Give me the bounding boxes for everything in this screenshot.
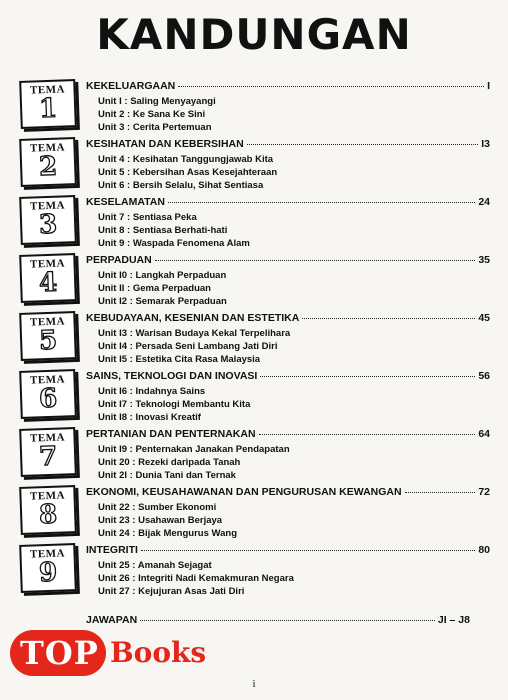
unit-list: [98, 153, 277, 192]
theme-badge-label: TEMA: [29, 373, 66, 387]
unit-item[interactable]: Unit I4 : Persada Seni Lambang Jati Diri: [98, 341, 278, 352]
theme-heading-row[interactable]: [86, 80, 490, 92]
theme-heading-row[interactable]: [86, 486, 490, 498]
unit-item[interactable]: Unit 8 : Sentiasa Berhati-hati: [98, 225, 228, 236]
theme-page-number: 80: [478, 544, 490, 556]
answers-row: [86, 614, 470, 626]
unit-item[interactable]: Unit 23 : Usahawan Berjaya: [98, 515, 223, 526]
theme-badge-label: TEMA: [29, 199, 66, 213]
unit-item[interactable]: Unit 20 : Rezeki daripada Tanah: [98, 457, 241, 468]
theme-badge-number: 2: [38, 151, 58, 183]
unit-item[interactable]: Unit 6 : Bersih Selalu, Sihat Sentiasa: [98, 180, 264, 191]
leader-dots: [260, 376, 475, 377]
theme-badge-number: 9: [38, 557, 58, 589]
theme-badge-label: TEMA: [29, 547, 66, 561]
theme-badge-number: 7: [38, 441, 58, 473]
theme-badge-number: 1: [38, 93, 58, 125]
theme-badge-label: TEMA: [29, 315, 66, 329]
unit-list: [98, 269, 227, 308]
theme-badge: [19, 369, 77, 419]
theme-title: SAINS, TEKNOLOGI DAN INOVASI: [86, 370, 258, 382]
theme-badge: [19, 195, 77, 245]
theme-badge: [19, 311, 77, 361]
leader-dots: [155, 260, 476, 261]
theme-title: KEBUDAYAAN, KESENIAN DAN ESTETIKA: [86, 312, 300, 324]
theme-badge-number: 5: [38, 325, 58, 357]
unit-list: [98, 559, 294, 598]
theme-badge-number: 8: [38, 499, 58, 531]
unit-item[interactable]: Unit 26 : Integriti Nadi Kemakmuran Negara: [98, 573, 294, 584]
unit-item[interactable]: Unit I2 : Semarak Perpaduan: [98, 296, 227, 307]
theme-badge-label: TEMA: [29, 489, 66, 503]
theme-title: KESIHATAN DAN KEBERSIHAN: [86, 138, 244, 150]
unit-item[interactable]: Unit I8 : Inovasi Kreatif: [98, 412, 201, 423]
unit-item[interactable]: Unit 2I : Dunia Tani dan Ternak: [98, 470, 236, 481]
unit-item[interactable]: Unit 3 : Cerita Pertemuan: [98, 122, 212, 133]
unit-item[interactable]: Unit I0 : Langkah Perpaduan: [98, 270, 227, 281]
unit-list: [98, 95, 216, 134]
theme-title: PERTANIAN DAN PENTERNAKAN: [86, 428, 256, 440]
logo-top-text: TOP: [20, 634, 99, 672]
theme-badge: [19, 79, 77, 129]
theme-badge-label: TEMA: [29, 141, 66, 155]
theme-badge: [19, 485, 77, 535]
theme-badge-number: 3: [38, 209, 58, 241]
unit-item[interactable]: Unit 7 : Sentiasa Peka: [98, 212, 197, 223]
theme-badge-number: 4: [38, 267, 58, 299]
unit-item[interactable]: Unit 2 : Ke Sana Ke Sini: [98, 109, 206, 120]
theme-title: PERPADUAN: [86, 254, 152, 266]
page-title: KANDUNGAN: [96, 10, 412, 59]
theme-badge-label: TEMA: [29, 83, 66, 97]
unit-item[interactable]: Unit 22 : Sumber Ekonomi: [98, 502, 217, 513]
unit-item[interactable]: Unit I9 : Penternakan Janakan Pendapatan: [98, 444, 290, 455]
unit-item[interactable]: Unit 25 : Amanah Sejagat: [98, 560, 212, 571]
leader-dots: [168, 202, 475, 203]
unit-item[interactable]: Unit I7 : Teknologi Membantu Kita: [98, 399, 251, 410]
unit-list: [98, 327, 290, 366]
leader-dots: [405, 492, 476, 493]
theme-badge: [19, 137, 77, 187]
unit-item[interactable]: Unit 24 : Bijak Mengurus Wang: [98, 528, 237, 539]
leader-dots: [302, 318, 475, 319]
theme-page-number: 45: [478, 312, 490, 324]
theme-title: EKONOMI, KEUSAHAWANAN DAN PENGURUSAN KEWANGAN: [86, 486, 402, 498]
theme-page-number: 72: [478, 486, 490, 498]
theme-title: INTEGRITI: [86, 544, 138, 556]
unit-item[interactable]: Unit I5 : Estetika Cita Rasa Malaysia: [98, 354, 261, 365]
unit-list: [98, 501, 237, 540]
theme-badge: [19, 253, 77, 303]
theme-badge: [19, 427, 77, 477]
unit-list: [98, 443, 290, 482]
theme-page-number: I3: [481, 138, 490, 150]
theme-page-number: 56: [478, 370, 490, 382]
theme-heading-row[interactable]: [86, 312, 490, 324]
theme-page-number: 64: [478, 428, 490, 440]
unit-item[interactable]: Unit I3 : Warisan Budaya Kekal Terpelihara: [98, 328, 291, 339]
unit-item[interactable]: Unit I : Saling Menyayangi: [98, 96, 216, 107]
theme-heading-row[interactable]: [86, 138, 490, 150]
theme-page-number: I: [487, 80, 490, 92]
theme-heading-row[interactable]: [86, 544, 490, 556]
unit-list: [98, 385, 250, 424]
unit-item[interactable]: Unit 9 : Waspada Fenomena Alam: [98, 238, 250, 249]
answers-title: JAWAPAN: [86, 614, 138, 626]
leader-dots: [140, 620, 435, 621]
leader-dots: [141, 550, 475, 551]
theme-heading-row[interactable]: [86, 196, 490, 208]
unit-item[interactable]: Unit 4 : Kesihatan Tanggungjawab Kita: [98, 154, 274, 165]
theme-badge-label: TEMA: [29, 431, 66, 445]
theme-title: KEKELUARGAAN: [86, 80, 176, 92]
unit-item[interactable]: Unit 27 : Kejujuran Asas Jati Diri: [98, 586, 245, 597]
answers-page: JI – J8: [437, 614, 470, 626]
leader-dots: [178, 86, 484, 87]
theme-heading-row[interactable]: [86, 254, 490, 266]
theme-badge-label: TEMA: [29, 257, 66, 271]
unit-item[interactable]: Unit I6 : Indahnya Sains: [98, 386, 206, 397]
theme-heading-row[interactable]: [86, 428, 490, 440]
topbooks-logo: [10, 630, 207, 676]
logo-books-text: Books: [110, 636, 207, 669]
unit-item[interactable]: Unit 5 : Kebersihan Asas Kesejahteraan: [98, 167, 278, 178]
theme-page-number: 35: [478, 254, 490, 266]
leader-dots: [247, 144, 479, 145]
unit-item[interactable]: Unit II : Gema Perpaduan: [98, 283, 211, 294]
theme-page-number: 24: [478, 196, 490, 208]
leader-dots: [259, 434, 476, 435]
unit-list: [98, 211, 250, 250]
theme-badge-number: 6: [38, 383, 58, 415]
theme-badge: [19, 543, 77, 593]
theme-title: KESELAMATAN: [86, 196, 165, 208]
page-number: i: [252, 678, 256, 690]
theme-heading-row[interactable]: [86, 370, 490, 382]
